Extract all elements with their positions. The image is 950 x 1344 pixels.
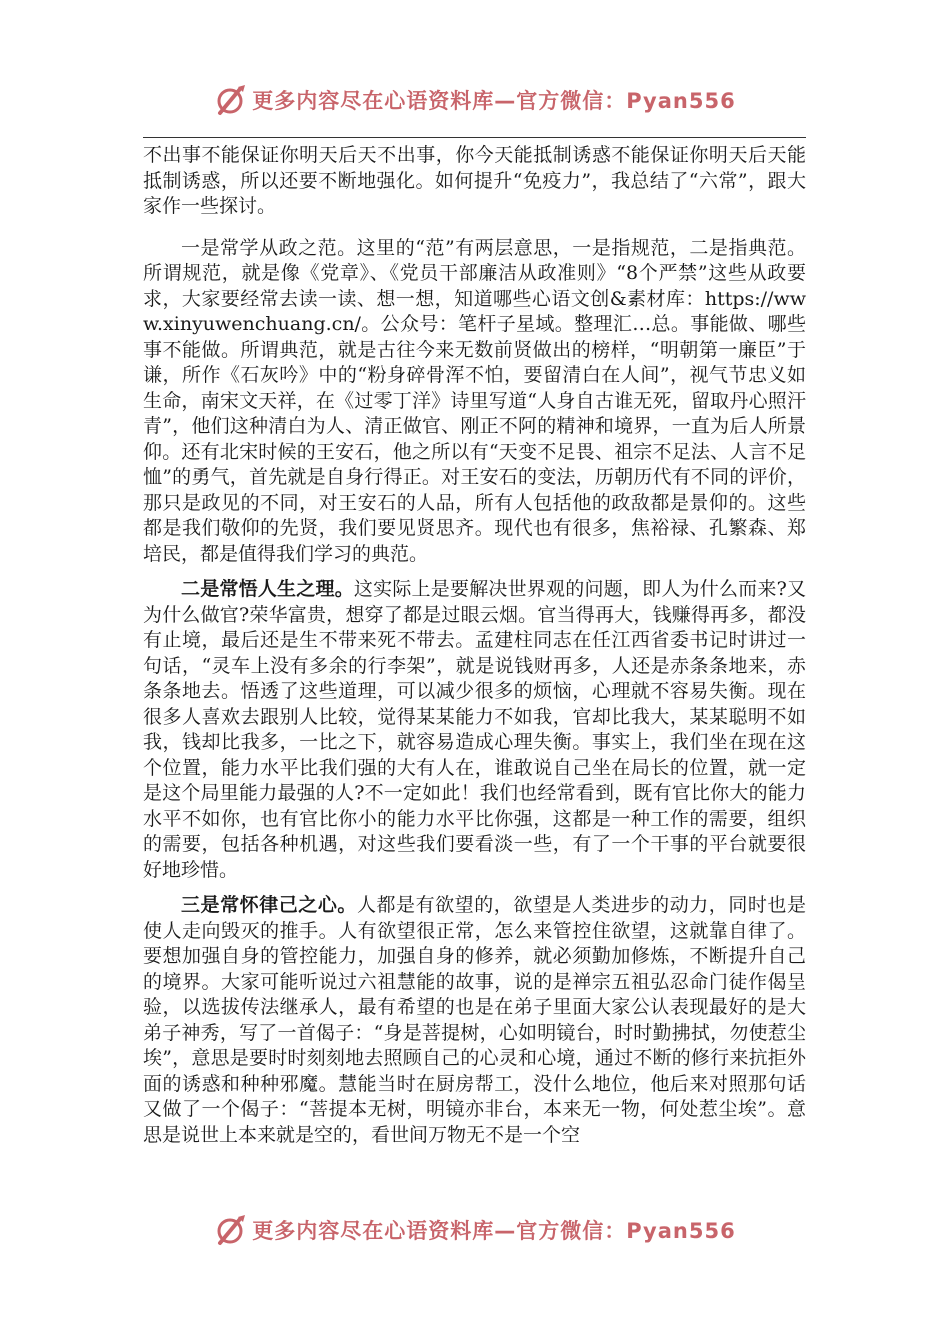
paragraph-two: [143, 577, 806, 883]
paragraph-three: [143, 893, 806, 1148]
brush-pen-logo-icon: [214, 83, 248, 117]
document-body: [143, 143, 806, 1148]
header-divider: [143, 137, 806, 138]
paragraph-three-text: 人都是有欲望的，欲望是人类进步的动力，同时也是使人走向毁灭的推手。人有欲望很正常，怎么来管控住欲望，这就靠自律了。要想加强自身的管控能力，加强自身的修养，就必须勤加修炼，不断提升自己的境界。大家可能听说过六祖慧能的故事，说的是禅宗五祖弘忍命门徒作偈呈验，以选拔传法继承人，最有希望的也是在弟子里面大家公认表现最好的是大弟子神秀，写了一首偈子：“身是菩提树，心如明镜台，时时勤拂拭，勿使惹尘埃”，意思是要时时刻刻地去照顾自己的心灵和心境，通过不断的修行来抗拒外面的诱惑和种种邪魔。慧能当时在厨房帮工，没什么地位，他后来对照那句话又做了一个偈子：“菩提本无树，明镜亦非台，本来无一物，何处惹尘埃”。意思是说世上本来就是空的，看世间万物无不是一个空: [143, 894, 806, 1146]
paragraph-three-heading: 三是常怀律己之心。: [181, 894, 357, 916]
paragraph-two-text: 这实际上是要解决世界观的问题，即人为什么而来?又为什么做官?荣华富贵，想穿了都是过眼云烟。官当得再大，钱赚得再多，都没有止境，最后还是生不带来死不带去。孟建柱同志在任江西省委书记时讲过一句话，“灵车上没有多余的行李架”，就是说钱财再多，人还是赤条条地来，赤条条地去。悟透了这些道理，可以减少很多的烦恼，心理就不容易失衡。现在很多人喜欢去跟别人比较，觉得某某能力不如我，官却比我大，某某聪明不如我，钱却比我多，一比之下，就容易造成心理失衡。事实上，我们坐在现在这个位置，能力水平比我们强的大有人在，谁敢说自己坐在局长的位置，就一定是这个局里能力最强的人?不一定如此！我们也经常看到，既有官比你大的能力水平不如你，也有官比你小的能力水平比你强，这都是一种工作的需要，组织的需要，包括各种机遇，对这些我们要看淡一些，有了一个干事的平台就要很好地珍惜。: [143, 578, 806, 881]
footer-banner-text: 更多内容尽在心语资料库—官方微信：Pyan556: [252, 1219, 736, 1243]
paragraph-one: 一是常学从政之范。这里的“范”有两层意思，一是指规范，二是指典范。所谓规范，就是像《党章》、《党员干部廉洁从政准则》“8个严禁”这些从政要求，大家要经常去读一读、想一想，知道哪些心语文创&素材库：https://www.xinyuwenchuang.cn/。公众号：笔杆子星域。整理汇…总。事能做、哪些事不能做。所谓典范，就是古往今来无数前贤做出的榜样，“明朝第一廉臣”于谦，所作《石灰吟》中的“粉身碎骨浑不怕，要留清白在人间”，视气节忠义如生命，南宋文天祥，在《过零丁洋》诗里写道“人身自古谁无死，留取丹心照汗青”，他们这种清白为人、清正做官、刚正不阿的精神和境界，一直为后人所景仰。还有北宋时候的王安石，他之所以有“天变不足畏、祖宗不足法、人言不足恤”的勇气，首先就是自身行得正。对王安石的变法，历朝历代有不同的评价，那只是政见的不同，对王安石的人品，所有人包括他的政敌都是景仰的。这些都是我们敬仰的先贤，我们要见贤思齐。现代也有很多，焦裕禄、孔繁森、郑培民，都是值得我们学习的典范。: [143, 236, 806, 565]
paragraph-continuation: 不出事不能保证你明天后天不出事，你今天能抵制诱惑不能保证你明天后天能抵制诱惑，所以还要不断地强化。如何提升“免疫力”，我总结了“六常”，跟大家作一些探讨。: [143, 144, 806, 217]
header-banner-text: 更多内容尽在心语资料库—官方微信：Pyan556: [252, 89, 736, 113]
footer-banner: [0, 1210, 950, 1250]
paragraph-two-heading: 二是常悟人生之理。: [181, 578, 354, 600]
brush-pen-logo-icon: [214, 1213, 248, 1247]
header-banner: [0, 80, 950, 120]
